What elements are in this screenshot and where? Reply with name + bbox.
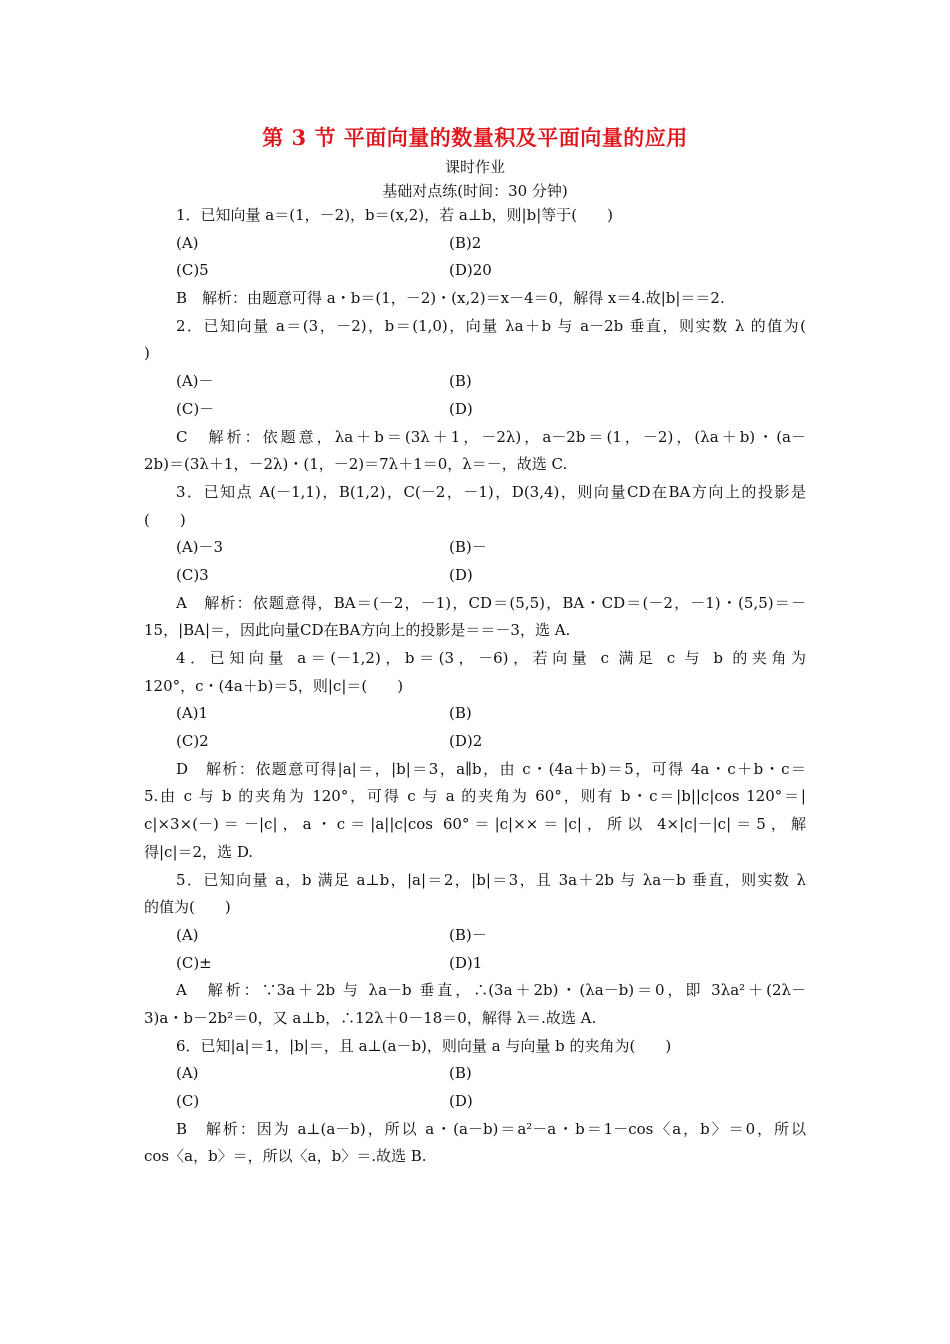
page-subtitle: 课时作业 <box>444 158 505 176</box>
page-title: 第 3 节 平面向量的数量积及平面向量的应用 <box>262 125 688 150</box>
option-left: (A)－3 <box>176 538 224 557</box>
text-line: B 解析：因为 a⊥(a－b)，所以 a・(a－b)＝a²－a・b＝1－cos〈a，b〉＝0，所以 <box>176 1119 806 1138</box>
options-row <box>144 1088 806 1116</box>
options-row <box>144 534 806 562</box>
option-left: (C)3 <box>176 565 209 584</box>
option-right: (B) <box>449 704 472 723</box>
text-line: 3．已知点 A(－1,1)，B(1,2)，C(－2，－1)，D(3,4)，则向量CD在BA方向上的投影是 <box>176 482 806 501</box>
options-row <box>144 257 806 285</box>
option-left: (A)1 <box>176 704 209 723</box>
option-right: (D)1 <box>449 953 483 972</box>
options-row <box>144 396 806 424</box>
option-right: (D) <box>449 399 473 418</box>
text-line: D 解析：依题意可得|a|＝，|b|＝3，a∥b，由 c・(4a＋b)＝5，可得 4a・c＋b・c＝ <box>176 759 806 778</box>
option-left: (A) <box>176 925 199 944</box>
option-right: (D) <box>449 565 473 584</box>
text-line: A 解析：依题意得，BA＝(－2，－1)，CD＝(5,5)，BA・CD＝(－2，－1)・(5,5)＝－ <box>176 593 806 612</box>
option-right: (B) <box>449 372 472 391</box>
text-line: ) <box>144 344 150 363</box>
options-row <box>144 728 806 756</box>
options-row <box>144 700 806 728</box>
text-line: 1．已知向量 a＝(1，－2)，b＝(x,2)，若 a⊥b，则|b|等于( ) <box>176 206 613 224</box>
options-row <box>144 368 806 396</box>
text-line: 4．已知向量 a＝(－1,2)，b＝(3，－6)，若向量 c 满足 c 与 b 的夹角为 <box>176 649 806 667</box>
option-left: (C)－ <box>176 399 215 418</box>
option-left: (C)5 <box>176 261 209 280</box>
option-left: (C)± <box>176 953 212 972</box>
text-line: 2．已知向量 a＝(3，－2)，b＝(1,0)，向量 λa＋b 与 a－2b 垂直，则实数 λ 的值为( <box>176 316 806 335</box>
option-left: (A) <box>176 233 199 252</box>
text-line: A 解析：∵3a＋2b 与 λa－b 垂直，∴(3a＋2b)・(λa－b)＝0，即 3λa²＋(2λ－ <box>176 981 806 1000</box>
option-right: (D)2 <box>449 732 483 751</box>
option-left: (C) <box>176 1092 200 1110</box>
options-row <box>144 562 806 590</box>
option-right: (D) <box>449 1092 473 1110</box>
text-line: ( ) <box>144 510 186 529</box>
text-line: 得|c|＝2，选 D. <box>144 842 254 861</box>
text-line: 6．已知|a|＝1，|b|＝，且 a⊥(a－b)，则向量 a 与向量 b 的夹角为( ) <box>176 1036 672 1055</box>
option-left: (A) <box>176 1064 199 1083</box>
text-line: B 解析：由题意可得 a・b＝(1，－2)・(x,2)＝x－4＝0，解得 x＝4.故|b|＝＝2. <box>176 289 725 308</box>
options-row <box>144 922 806 950</box>
option-right: (B)2 <box>449 233 482 252</box>
problem-list <box>144 202 806 1171</box>
option-right: (B)－ <box>449 538 487 557</box>
text-line: 5．已知向量 a，b 满足 a⊥b，|a|＝2，|b|＝3，且 3a＋2b 与 λa－b 垂直，则实数 λ <box>176 870 806 889</box>
text-line: 5.由 c 与 b 的夹角为 120°，可得 c 与 a 的夹角为 60°，则有 b・c＝|b||c|cos 120°＝| <box>144 787 806 806</box>
text-line: 15，|BA|＝，因此向量CD在BA方向上的投影是＝＝－3，选 A. <box>144 621 571 640</box>
option-right: (D)20 <box>449 261 492 280</box>
text-line: 120°，c・(4a＋b)＝5，则|c|＝( ) <box>144 676 404 695</box>
option-left: (C)2 <box>176 732 209 751</box>
option-right: (B)－ <box>449 925 487 944</box>
text-line: cos〈a，b〉＝，所以〈a，b〉＝.故选 B. <box>144 1147 427 1166</box>
text-line: 3)a・b－2b²＝0，又 a⊥b，∴12λ＋0－18＝0，解得 λ＝.故选 A. <box>144 1008 597 1027</box>
option-right: (B) <box>449 1064 472 1083</box>
text-line: 的值为( ) <box>144 898 231 917</box>
text-line: 2b)＝(3λ＋1，－2λ)・(1，－2)＝7λ＋1＝0，λ＝－，故选 C. <box>144 455 568 474</box>
options-row <box>144 230 806 258</box>
options-row <box>144 1060 806 1088</box>
text-line: c|×3×(－)＝－|c|，a・c＝|a||c|cos 60°＝|c|××＝|c|，所以 4×|c|－|c|＝5，解 <box>144 815 806 834</box>
text-line: C 解析：依题意，λa＋b＝(3λ＋1，－2λ)，a－2b＝(1，－2)，(λa＋b)・(a－ <box>176 427 806 446</box>
options-row <box>144 950 806 978</box>
section-header: 基础对点练(时间：30 分钟) <box>382 182 568 200</box>
option-left: (A)－ <box>176 372 214 391</box>
